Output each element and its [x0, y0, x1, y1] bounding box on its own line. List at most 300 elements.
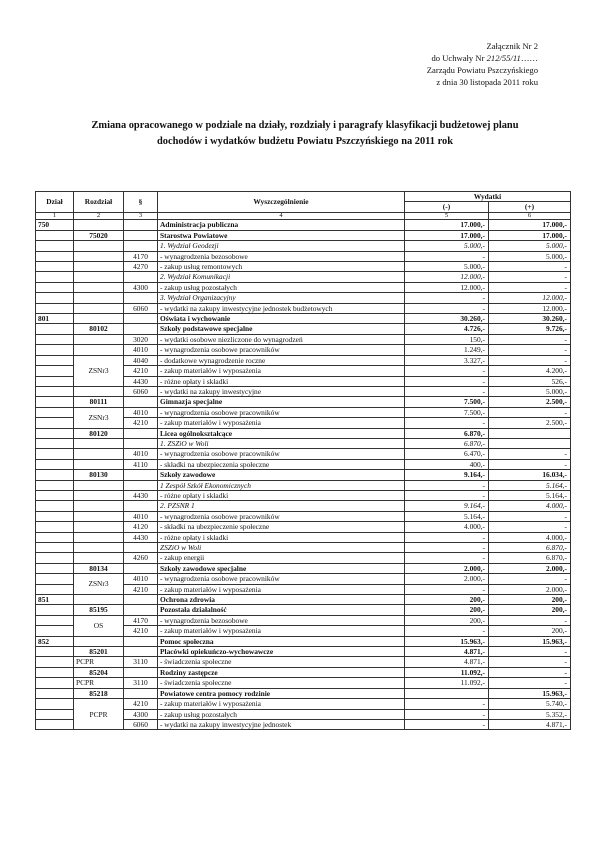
cell-dzial: [36, 615, 74, 625]
cell-minus: -: [405, 709, 489, 719]
cell-plus: -: [489, 667, 571, 677]
table-row: [36, 314, 571, 324]
cell-minus: -: [405, 418, 489, 428]
table-row: [36, 647, 571, 657]
cell-rozdzial: 80134: [74, 563, 124, 573]
cell-paragraf: 4010: [124, 345, 158, 355]
cell-paragraf: 4170: [124, 615, 158, 625]
cell-minus: -: [405, 251, 489, 261]
cell-rozdzial: PCPR: [74, 657, 124, 667]
cell-description: Starostwa Powiatowe: [158, 230, 405, 240]
cell-rozdzial: [74, 293, 124, 303]
cell-plus: -: [489, 449, 571, 459]
table-row: [36, 657, 571, 667]
cell-minus: 6.870,-: [405, 428, 489, 438]
cell-description: ZSZiO w Woli: [158, 543, 405, 553]
table-row: [36, 262, 571, 272]
cell-plus: 15.963,-: [489, 636, 571, 646]
cell-plus: 9.726,-: [489, 324, 571, 334]
cell-description: 2. Wydział Komunikacji: [158, 272, 405, 282]
cell-paragraf: [124, 470, 158, 480]
cell-plus: [489, 428, 571, 438]
cell-rozdzial-unit: OS: [74, 615, 124, 636]
cell-plus: -: [489, 522, 571, 532]
cell-minus: 2.000,-: [405, 574, 489, 584]
table-row: [36, 428, 571, 438]
cell-minus: 150,-: [405, 334, 489, 344]
cell-dzial: [36, 501, 74, 511]
cell-minus: 200,-: [405, 595, 489, 605]
cell-rozdzial: [74, 262, 124, 272]
cell-description: - dodatkowe wynagrodzenie roczne: [158, 355, 405, 365]
cell-minus: 12.000,-: [405, 282, 489, 292]
cell-description: - wydatki na zakupy inwestycyjne jednostek budżetowych: [158, 303, 405, 313]
table-row: [36, 282, 571, 292]
cell-description: - wynagrodzenia osobowe pracowników: [158, 345, 405, 355]
attachment-header: [427, 40, 538, 88]
cell-paragraf: 4430: [124, 376, 158, 386]
cell-plus: -: [489, 459, 571, 469]
budget-table-body: [36, 220, 571, 730]
cell-minus: 9.164,-: [405, 501, 489, 511]
cell-rozdzial-unit: PCPR: [74, 699, 124, 730]
cell-plus: -: [489, 272, 571, 282]
cell-dzial: [36, 272, 74, 282]
cell-rozdzial-unit: ZSNr3: [74, 407, 124, 428]
cell-description: - wydatki na zakupy inwestycyjne jednostek: [158, 719, 405, 729]
table-row: [36, 667, 571, 677]
cell-plus: 12.000,-: [489, 303, 571, 313]
cell-rozdzial: [74, 334, 124, 344]
cell-dzial: 852: [36, 636, 74, 646]
table-row: [36, 386, 571, 396]
cell-plus: 4.000,-: [489, 501, 571, 511]
issuer: Zarządu Powiatu Pszczyńskiego: [426, 65, 538, 75]
cell-description: - zakup usług remontowych: [158, 262, 405, 272]
cell-minus: -: [405, 532, 489, 542]
document-title: Zmiana opracowanego w podziale na działy, rozdziały i paragrafy klasyfikacji budżetowej planu dochodów i wydatków budżetu Powiatu Pszczyńskiego na 2011 rok: [91, 120, 519, 147]
table-row: [36, 449, 571, 459]
table-row: [36, 563, 571, 573]
cell-minus: -: [405, 366, 489, 376]
cell-rozdzial: [74, 282, 124, 292]
cell-plus: 200,-: [489, 626, 571, 636]
cell-paragraf: 3110: [124, 657, 158, 667]
table-row: [36, 480, 571, 490]
cell-description: Szkoły zawodowe specjalne: [158, 563, 405, 573]
cell-dzial: 750: [36, 220, 74, 230]
cell-minus: -: [405, 480, 489, 490]
cell-description: Licea ogólnokształcące: [158, 428, 405, 438]
cell-minus: 200,-: [405, 615, 489, 625]
table-row: [36, 678, 571, 688]
cell-dzial: [36, 397, 74, 407]
cell-plus: -: [489, 615, 571, 625]
cell-dzial: [36, 563, 74, 573]
header-minus: (-): [405, 202, 489, 212]
cell-description: Pomoc społeczna: [158, 636, 405, 646]
cell-plus: 5.164,-: [489, 490, 571, 500]
cell-minus: -: [405, 553, 489, 563]
cell-rozdzial: 80102: [74, 324, 124, 334]
cell-minus: 12.000,-: [405, 272, 489, 282]
cell-plus: 4.000,-: [489, 532, 571, 542]
table-row: [36, 511, 571, 521]
cell-rozdzial: [74, 251, 124, 261]
cell-paragraf: [124, 595, 158, 605]
cell-dzial: [36, 366, 74, 376]
cell-plus: -: [489, 511, 571, 521]
table-row: [36, 532, 571, 542]
cell-minus: -: [405, 386, 489, 396]
cell-paragraf: 4110: [124, 459, 158, 469]
cell-rozdzial: [74, 220, 124, 230]
cell-description: - wydatki osobowe niezliczone do wynagrodzeń: [158, 334, 405, 344]
cell-paragraf: [124, 438, 158, 448]
cell-paragraf: 4430: [124, 532, 158, 542]
cell-minus: 6.870,-: [405, 438, 489, 448]
table-row: [36, 334, 571, 344]
cell-plus: [489, 438, 571, 448]
cell-paragraf: 4430: [124, 490, 158, 500]
cell-description: - zakup materiałów i wyposażenia: [158, 584, 405, 594]
cell-dzial: [36, 480, 74, 490]
header-rozdzial: Rozdział: [74, 192, 124, 213]
cell-plus: 16.034,-: [489, 470, 571, 480]
cell-description: - składki na ubezpieczenie społeczne: [158, 522, 405, 532]
cell-minus: 4.000,-: [405, 522, 489, 532]
cell-paragraf: [124, 563, 158, 573]
cell-minus: 17.000,-: [405, 220, 489, 230]
cell-plus: 5.000,-: [489, 241, 571, 251]
cell-dzial: [36, 626, 74, 636]
cell-rozdzial: [74, 438, 124, 448]
cell-plus: -: [489, 647, 571, 657]
cell-dzial: [36, 282, 74, 292]
cell-rozdzial: 85218: [74, 688, 124, 698]
cell-minus: -: [405, 376, 489, 386]
cell-dzial: [36, 345, 74, 355]
cell-description: 2. PZSNR 1: [158, 501, 405, 511]
cell-rozdzial: [74, 459, 124, 469]
cell-paragraf: [124, 314, 158, 324]
cell-plus: -: [489, 574, 571, 584]
cell-plus: 526,-: [489, 376, 571, 386]
cell-plus: 200,-: [489, 605, 571, 615]
resolution-date: z dnia 30 listopada 2011 roku: [436, 77, 538, 87]
cell-dzial: [36, 230, 74, 240]
cell-rozdzial: [74, 636, 124, 646]
cell-plus: 17.000,-: [489, 230, 571, 240]
cell-plus: 200,-: [489, 595, 571, 605]
cell-minus: -: [405, 719, 489, 729]
cell-paragraf: 4210: [124, 584, 158, 594]
cell-rozdzial: [74, 501, 124, 511]
cell-minus: 4.726,-: [405, 324, 489, 334]
cell-description: - świadczenia społeczne: [158, 678, 405, 688]
cell-rozdzial: PCPR: [74, 678, 124, 688]
cell-paragraf: 4300: [124, 282, 158, 292]
cell-paragraf: [124, 543, 158, 553]
table-row: [36, 355, 571, 365]
cell-plus: 5.164,-: [489, 480, 571, 490]
cell-rozdzial: [74, 522, 124, 532]
cell-description: - zakup usług pozostałych: [158, 709, 405, 719]
cell-description: - wynagrodzenia osobowe pracowników: [158, 574, 405, 584]
cell-dzial: [36, 418, 74, 428]
cell-rozdzial: 85195: [74, 605, 124, 615]
cell-dzial: [36, 511, 74, 521]
cell-rozdzial: [74, 345, 124, 355]
cell-paragraf: [124, 428, 158, 438]
cell-dzial: [36, 438, 74, 448]
header-plus: (+): [489, 202, 571, 212]
table-row: [36, 574, 571, 584]
cell-minus: 400,-: [405, 459, 489, 469]
cell-description: - różne opłaty i składki: [158, 532, 405, 542]
cell-description: 1. ZSZiO w Woli: [158, 438, 405, 448]
cell-description: Oświata i wychowanie: [158, 314, 405, 324]
cell-paragraf: 4040: [124, 355, 158, 365]
header-dzial: Dział: [36, 192, 74, 213]
cell-paragraf: [124, 324, 158, 334]
cell-plus: -: [489, 282, 571, 292]
table-row: [36, 345, 571, 355]
cell-dzial: [36, 678, 74, 688]
cell-paragraf: [124, 230, 158, 240]
cell-paragraf: [124, 667, 158, 677]
cell-description: - świadczenia społeczne: [158, 657, 405, 667]
cell-description: - zakup usług pozostałych: [158, 282, 405, 292]
cell-description: Szkoły podstawowe specjalne: [158, 324, 405, 334]
col-number: 4: [158, 212, 405, 220]
cell-description: Placówki opiekuńczo-wychowawcze: [158, 647, 405, 657]
cell-dzial: [36, 241, 74, 251]
cell-plus: 4.871,-: [489, 719, 571, 729]
cell-description: Szkoły zawodowe: [158, 470, 405, 480]
cell-dzial: [36, 303, 74, 313]
cell-description: - wydatki na zakupy inwestycyjne: [158, 386, 405, 396]
cell-rozdzial: 80120: [74, 428, 124, 438]
cell-paragraf: 4170: [124, 251, 158, 261]
cell-minus: 30.260,-: [405, 314, 489, 324]
table-row: [36, 470, 571, 480]
cell-minus: [405, 688, 489, 698]
cell-description: - wynagrodzenia osobowe pracowników: [158, 511, 405, 521]
cell-minus: -: [405, 626, 489, 636]
cell-plus: -: [489, 355, 571, 365]
cell-paragraf: [124, 647, 158, 657]
col-number: 5: [405, 212, 489, 220]
cell-minus: 5.164,-: [405, 511, 489, 521]
cell-plus: -: [489, 407, 571, 417]
table-row: [36, 501, 571, 511]
cell-description: 3. Wydział Organizacyjny: [158, 293, 405, 303]
cell-minus: 5.000,-: [405, 241, 489, 251]
cell-plus: -: [489, 334, 571, 344]
table-row: [36, 595, 571, 605]
cell-rozdzial-unit: ZSNr3: [74, 574, 124, 595]
cell-plus: 2.500,-: [489, 418, 571, 428]
resolution-number: do Uchwały Nr 212/55/11……: [431, 53, 538, 63]
cell-dzial: [36, 251, 74, 261]
budget-table-wrapper: [35, 191, 570, 730]
cell-rozdzial: [74, 511, 124, 521]
cell-paragraf: [124, 605, 158, 615]
cell-paragraf: 6060: [124, 719, 158, 729]
cell-paragraf: [124, 397, 158, 407]
cell-dzial: [36, 719, 74, 729]
attachment-number: Załącznik Nr 2: [486, 41, 538, 51]
cell-plus: -: [489, 345, 571, 355]
cell-paragraf: [124, 241, 158, 251]
cell-dzial: [36, 532, 74, 542]
cell-plus: -: [489, 262, 571, 272]
cell-rozdzial: 75020: [74, 230, 124, 240]
cell-description: 1 Zespół Szkół Ekonomicznych: [158, 480, 405, 490]
cell-plus: 17.000,-: [489, 220, 571, 230]
cell-minus: -: [405, 293, 489, 303]
cell-description: - zakup materiałów i wyposażenia: [158, 699, 405, 709]
cell-paragraf: 4300: [124, 709, 158, 719]
cell-paragraf: 4010: [124, 407, 158, 417]
cell-description: Rodziny zastępcze: [158, 667, 405, 677]
cell-minus: 4.871,-: [405, 657, 489, 667]
cell-rozdzial: [74, 241, 124, 251]
cell-rozdzial: [74, 595, 124, 605]
cell-rozdzial: [74, 272, 124, 282]
cell-minus: 7.500,-: [405, 397, 489, 407]
cell-dzial: [36, 688, 74, 698]
cell-rozdzial: 85204: [74, 667, 124, 677]
cell-minus: 11.092,-: [405, 678, 489, 688]
cell-minus: 5.000,-: [405, 262, 489, 272]
cell-paragraf: 4010: [124, 449, 158, 459]
col-number: 1: [36, 212, 74, 220]
cell-minus: -: [405, 584, 489, 594]
cell-rozdzial: [74, 480, 124, 490]
cell-plus: 6.870,-: [489, 543, 571, 553]
col-number: 2: [74, 212, 124, 220]
cell-paragraf: 6060: [124, 303, 158, 313]
cell-plus: 30.260,-: [489, 314, 571, 324]
table-row: [36, 220, 571, 230]
cell-dzial: [36, 262, 74, 272]
cell-dzial: [36, 334, 74, 344]
cell-minus: -: [405, 303, 489, 313]
cell-paragraf: [124, 501, 158, 511]
cell-rozdzial: 80130: [74, 470, 124, 480]
cell-dzial: [36, 428, 74, 438]
cell-paragraf: 4210: [124, 418, 158, 428]
cell-rozdzial: [74, 543, 124, 553]
cell-plus: 4.200,-: [489, 366, 571, 376]
cell-paragraf: [124, 220, 158, 230]
table-row: [36, 490, 571, 500]
table-row: [36, 293, 571, 303]
cell-plus: 2.500,-: [489, 397, 571, 407]
cell-dzial: [36, 605, 74, 615]
cell-paragraf: 4010: [124, 511, 158, 521]
cell-dzial: [36, 574, 74, 584]
table-row: [36, 251, 571, 261]
cell-paragraf: [124, 636, 158, 646]
cell-plus: 5.000,-: [489, 251, 571, 261]
cell-rozdzial: 85201: [74, 647, 124, 657]
table-row: [36, 407, 571, 417]
cell-dzial: [36, 699, 74, 709]
cell-minus: 200,-: [405, 605, 489, 615]
cell-plus: 5.740,-: [489, 699, 571, 709]
col-number: 3: [124, 212, 158, 220]
table-row: [36, 303, 571, 313]
table-row: [36, 324, 571, 334]
cell-paragraf: 4120: [124, 522, 158, 532]
cell-paragraf: 4270: [124, 262, 158, 272]
cell-description: 1. Wydział Geodezji: [158, 241, 405, 251]
cell-paragraf: [124, 480, 158, 490]
cell-description: Gimnazja specjalne: [158, 397, 405, 407]
table-row: [36, 438, 571, 448]
cell-dzial: [36, 459, 74, 469]
table-row: [36, 459, 571, 469]
cell-dzial: [36, 553, 74, 563]
cell-minus: 15.963,-: [405, 636, 489, 646]
table-row: [36, 605, 571, 615]
cell-dzial: [36, 647, 74, 657]
col-number: 6: [489, 212, 571, 220]
cell-dzial: [36, 470, 74, 480]
cell-minus: -: [405, 699, 489, 709]
cell-minus: 4.871,-: [405, 647, 489, 657]
cell-dzial: [36, 293, 74, 303]
cell-paragraf: [124, 688, 158, 698]
cell-rozdzial: [74, 532, 124, 542]
cell-dzial: [36, 376, 74, 386]
cell-dzial: [36, 522, 74, 532]
cell-plus: 5.000,-: [489, 386, 571, 396]
table-row: [36, 241, 571, 251]
cell-rozdzial: [74, 553, 124, 563]
cell-dzial: [36, 355, 74, 365]
table-row: [36, 522, 571, 532]
cell-description: Powiatowe centra pomocy rodzinie: [158, 688, 405, 698]
cell-plus: 6.870,-: [489, 553, 571, 563]
table-row: [36, 688, 571, 698]
cell-plus: 5.352,-: [489, 709, 571, 719]
cell-rozdzial: [74, 490, 124, 500]
cell-paragraf: 4010: [124, 574, 158, 584]
cell-paragraf: 4210: [124, 626, 158, 636]
cell-description: - zakup materiałów i wyposażenia: [158, 366, 405, 376]
cell-description: Administracja publiczna: [158, 220, 405, 230]
table-row: [36, 272, 571, 282]
table-row: [36, 553, 571, 563]
cell-plus: 2.000,-: [489, 563, 571, 573]
cell-dzial: [36, 657, 74, 667]
cell-description: - składki na ubezpieczenia społeczne: [158, 459, 405, 469]
cell-paragraf: 4210: [124, 699, 158, 709]
table-row: [36, 230, 571, 240]
cell-paragraf: 4210: [124, 366, 158, 376]
header-wydatki: Wydatki: [405, 192, 571, 202]
cell-plus: -: [489, 678, 571, 688]
cell-rozdzial: [74, 386, 124, 396]
cell-rozdzial-unit: ZSNr3: [74, 355, 124, 386]
cell-dzial: [36, 709, 74, 719]
table-row: [36, 636, 571, 646]
resolution-number-value: 212/55/11: [486, 53, 521, 63]
